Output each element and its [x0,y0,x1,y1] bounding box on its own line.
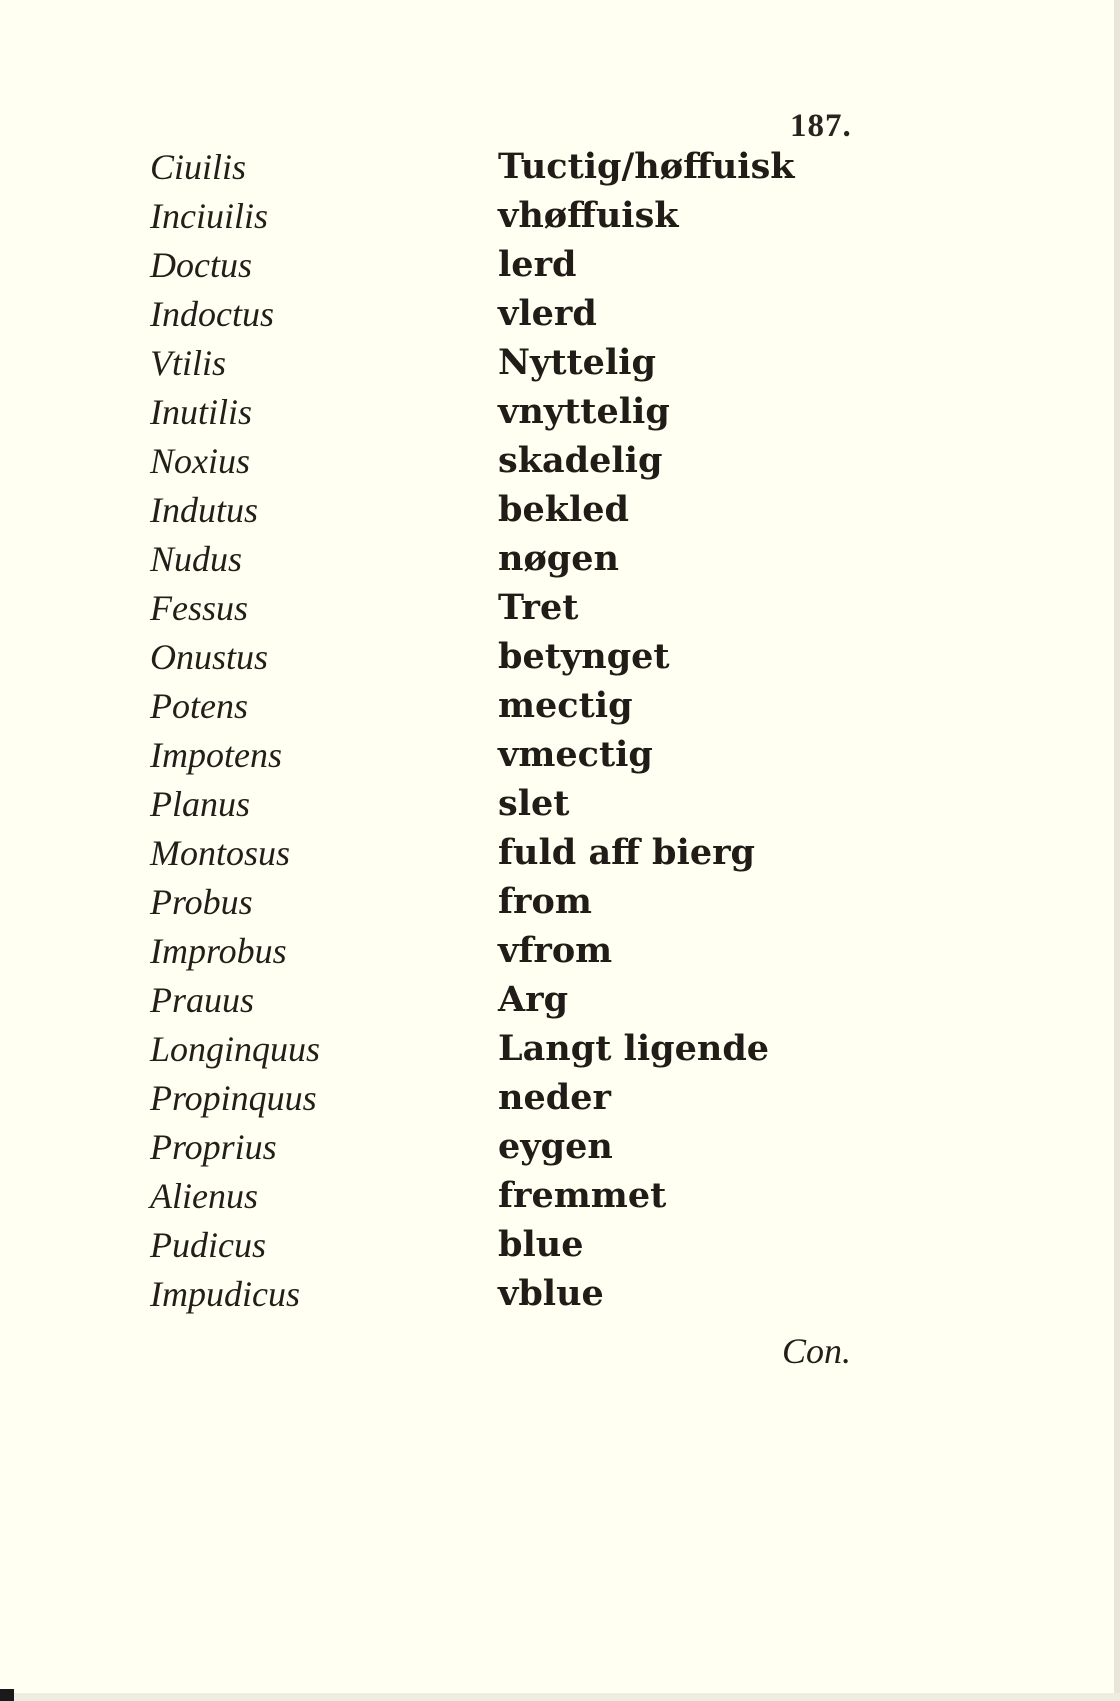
word-entry [150,1224,810,1273]
danish-translation: Langt ligende [498,1028,770,1069]
word-entry [150,244,810,293]
word-entry [150,685,810,734]
danish-translation: vmectig [498,734,653,775]
word-entry [150,293,810,342]
danish-translation: slet [498,783,570,824]
catchword: Con. [782,1331,852,1371]
word-entry [150,783,810,832]
danish-translation: neder [498,1077,611,1118]
danish-translation: vnyttelig [498,391,670,432]
danish-translation: lerd [498,244,577,285]
latin-word: Probus [150,882,253,922]
danish-translation: vhøffuisk [498,195,679,236]
danish-translation: Tuctig/høffuisk [498,146,795,187]
latin-word: Planus [150,784,251,824]
word-entry [150,832,810,881]
word-entry [150,146,810,195]
latin-word: Longinquus [150,1029,321,1069]
word-entry [150,1175,810,1224]
word-entry [150,1126,810,1175]
latin-word: Pudicus [150,1225,266,1265]
danish-translation: Nyttelig [498,342,656,383]
word-list [150,146,810,1322]
word-entry [150,489,810,538]
latin-word: Noxius [150,441,251,481]
latin-word: Prauus [150,980,255,1020]
page-edge-right [1114,0,1120,1701]
latin-word: Onustus [150,637,269,677]
danish-translation: from [498,881,592,922]
latin-word: Alienus [150,1176,258,1216]
latin-word: Montosus [150,833,291,873]
word-entry [150,979,810,1028]
word-entry [150,734,810,783]
danish-translation: eygen [498,1126,613,1167]
latin-word: Inutilis [150,392,253,432]
word-entry [150,342,810,391]
latin-word: Fessus [150,588,248,628]
page-edge-bottom [0,1693,1120,1701]
word-entry [150,391,810,440]
word-entry [150,1028,810,1077]
word-entry [150,538,810,587]
latin-word: Proprius [150,1127,277,1167]
word-entry [150,636,810,685]
danish-translation: Tret [498,587,579,628]
danish-translation: fuld aff bierg [498,832,755,873]
danish-translation: fremmet [498,1175,667,1216]
latin-word: Inciuilis [150,196,268,236]
word-entry [150,195,810,244]
latin-word: Vtilis [150,343,227,383]
danish-translation: Arg [498,979,569,1020]
danish-translation: mectig [498,685,633,726]
danish-translation: betynget [498,636,670,677]
word-entry [150,587,810,636]
danish-translation: vlerd [498,293,597,334]
latin-word: Indoctus [150,294,274,334]
danish-translation: nøgen [498,538,619,579]
word-entry [150,881,810,930]
danish-translation: bekled [498,489,630,530]
latin-word: Impudicus [150,1274,300,1314]
page-number: 187. [790,108,852,144]
word-entry [150,440,810,489]
danish-translation: skadelig [498,440,663,481]
danish-translation: vblue [498,1273,604,1314]
word-entry [150,1077,810,1126]
latin-word: Improbus [150,931,287,971]
corner-mark [0,1689,14,1701]
latin-word: Potens [150,686,248,726]
danish-translation: vfrom [498,930,613,971]
latin-word: Doctus [150,245,252,285]
latin-word: Propinquus [150,1078,317,1118]
latin-word: Impotens [150,735,282,775]
latin-word: Nudus [150,539,243,579]
word-entry [150,1273,810,1322]
danish-translation: blue [498,1224,584,1265]
latin-word: Indutus [150,490,258,530]
latin-word: Ciuilis [150,147,247,187]
word-entry [150,930,810,979]
